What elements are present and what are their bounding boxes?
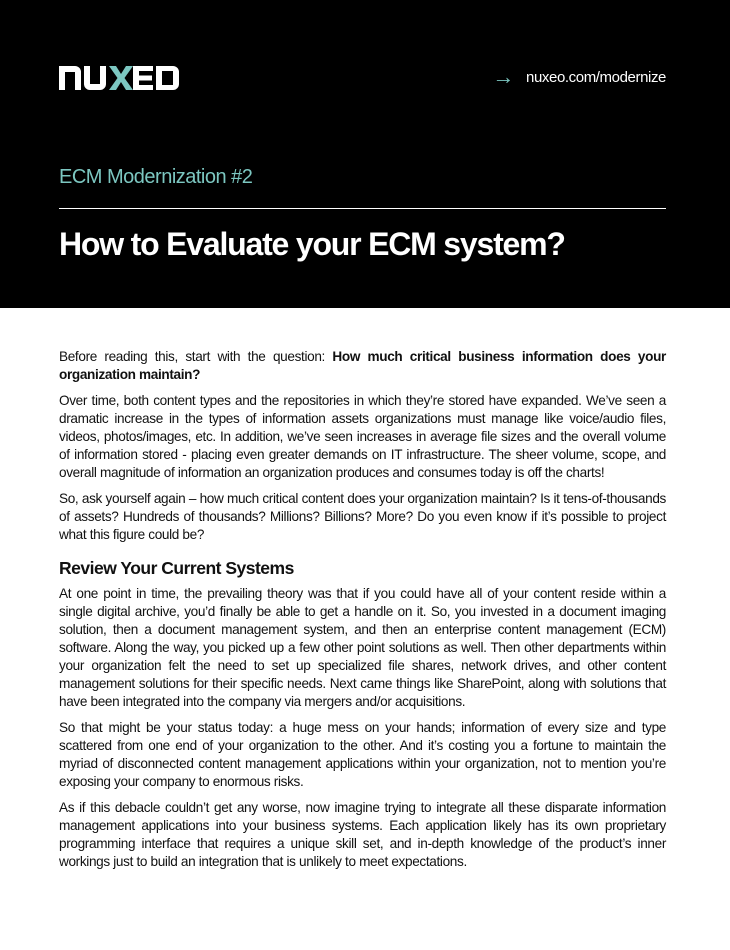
article-body	[0, 308, 730, 871]
paragraph: So, ask yourself again – how much critical content does your organization maintain? Is it tens-of-thousands of assets? Hundreds of thousands? Millions? Billions? More? Do you even know if it’s possible to project what this figure could be?	[59, 491, 666, 542]
series-label: ECM Modernization #2	[59, 166, 253, 188]
website-link[interactable]	[492, 66, 666, 88]
intro-question: How much critical business information does your organization maintain?	[59, 349, 666, 382]
paragraph: Over time, both content types and the repositories in which they’re stored have expanded. We’ve seen a dramatic increase in the types of information assets organizations must manage like voice/audio files, videos, photos/images, etc. In addition, we’ve seen increases in average file sizes and the overall volume of information stored - placing even greater demands on IT infrastructure. The sheer volume, scope, and overall magnitude of information an organization produces and consumes today is off the charts!	[59, 393, 666, 480]
intro-paragraph	[59, 348, 666, 384]
divider	[59, 208, 666, 209]
arrow-right-icon: →	[492, 64, 515, 89]
intro-text: Before reading this, start with the question:	[59, 349, 333, 364]
website-link-text: nuxeo.com/modernize	[526, 68, 666, 86]
paragraph: At one point in time, the prevailing theory was that if you could have all of your content reside within a single digital archive, you’d finally be able to get a handle on it. So, you invested in a document imaging solution, then a document management system, and then an enterprise content management (ECM) software. Along the way, you picked up a few other point solutions as well. Then other departments within your organization felt the need to set up specialized file shares, network drives, and other content management solutions for their specific needs. Next came things like SharePoint, along with solutions that have been integrated into the company via mergers and/or acquisitions.	[59, 586, 666, 709]
nuxeo-logo	[59, 62, 179, 90]
header-banner	[0, 0, 730, 308]
section-heading: Review Your Current Systems	[59, 558, 294, 578]
page-title: How to Evaluate your ECM system?	[59, 226, 565, 262]
paragraph: So that might be your status today: a huge mess on your hands; information of every size and type scattered from one end of your organization to the other. And it’s costing you a fortune to maintain the myriad of disconnected content management applications within your organization, not to mention you’re exposing your company to enormous risks.	[59, 720, 666, 789]
paragraph: As if this debacle couldn’t get any worse, now imagine trying to integrate all these disparate information management applications into your business systems. Each application likely has its own proprietary programming interface that requires a unique skill set, and in-depth knowledge of the product’s inner workings just to build an integration that is unlikely to meet expectations.	[59, 800, 666, 869]
